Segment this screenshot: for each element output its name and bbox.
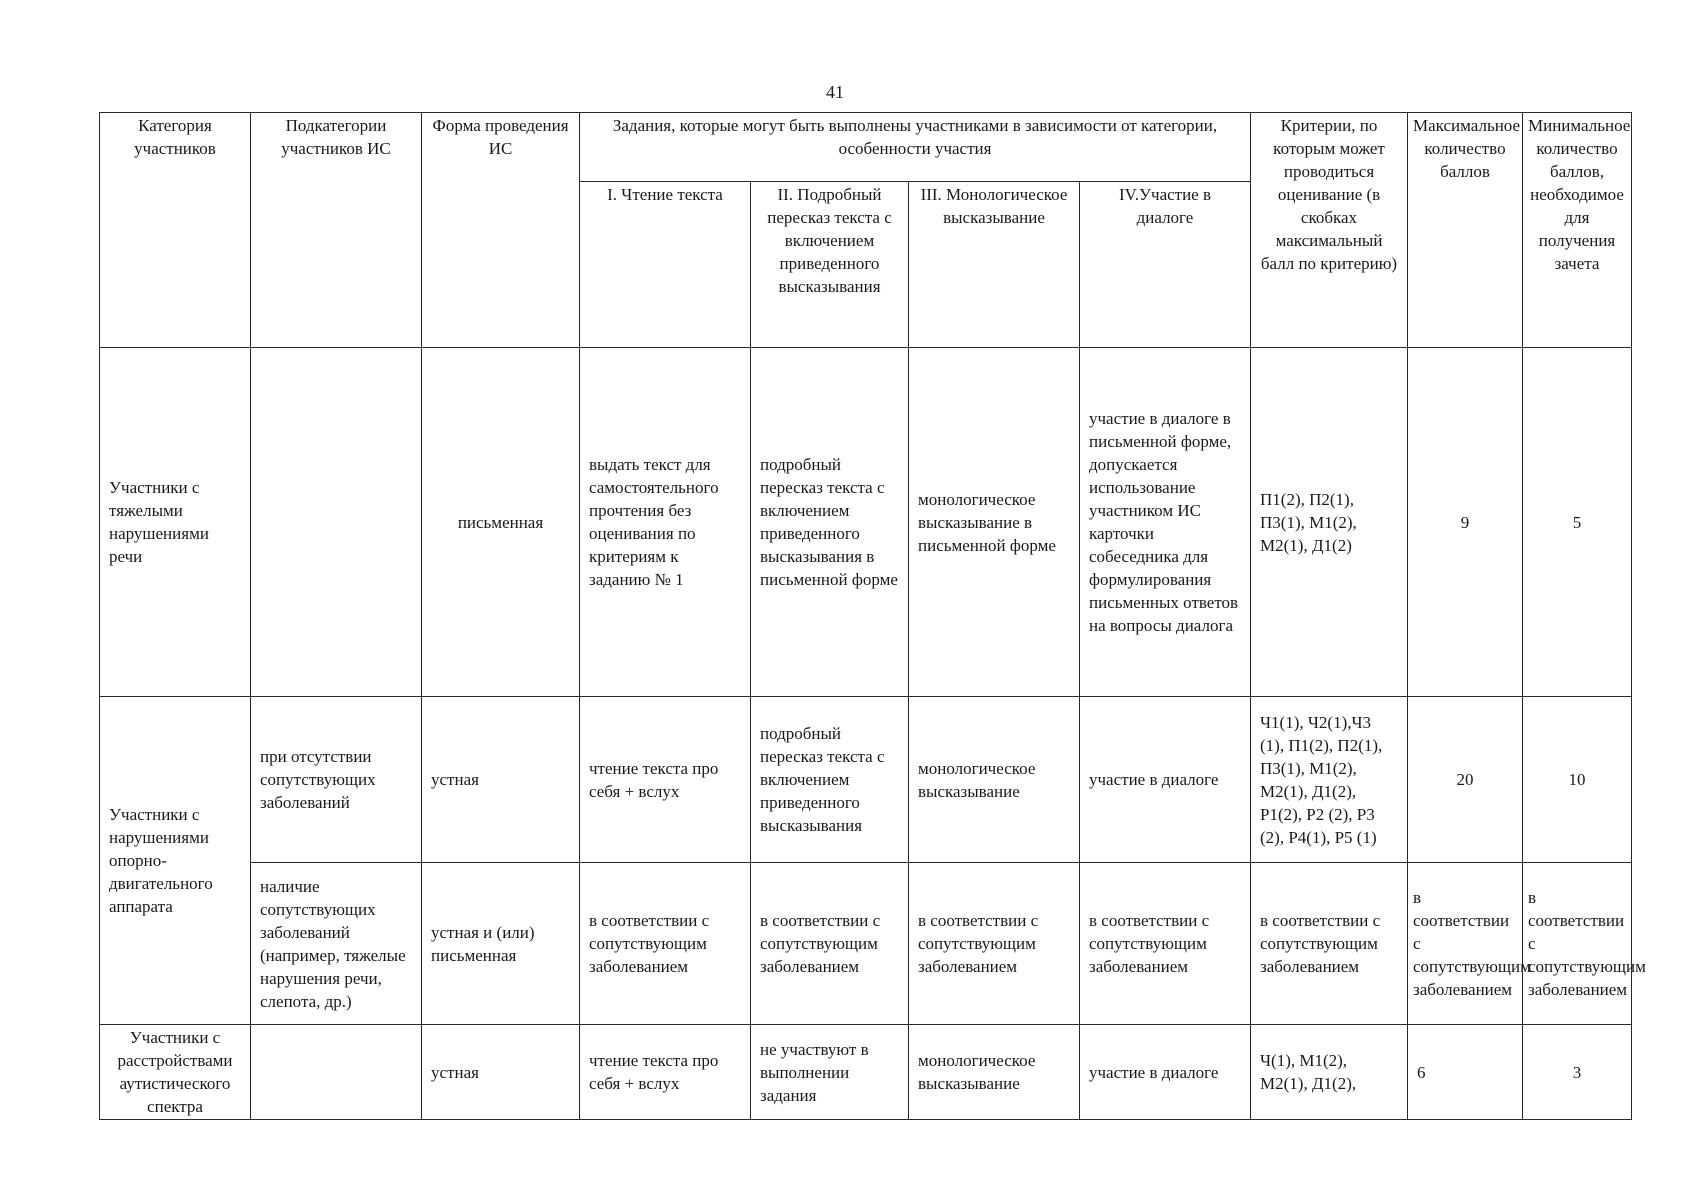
row-task2: подробный пересказ текста с включением приведенного высказывания bbox=[751, 697, 909, 863]
row-subcategory: наличие сопутствующих заболеваний (например, тяжелые нарушения речи, слепота, др.) bbox=[251, 863, 422, 1025]
row-form: письменная bbox=[422, 348, 580, 697]
row-max: 20 bbox=[1408, 697, 1523, 863]
header-task4: IV.Участие в диалоге bbox=[1080, 182, 1251, 348]
row-criteria: в соответствии с сопутствующим заболеванием bbox=[1251, 863, 1408, 1025]
table-row bbox=[100, 348, 1632, 697]
row-form: устная bbox=[422, 1025, 580, 1120]
table-row bbox=[100, 697, 1632, 863]
row-min: в соответствии с сопутствующим заболеванием bbox=[1523, 863, 1632, 1025]
row-criteria: П1(2), П2(1), П3(1), М1(2), М2(1), Д1(2) bbox=[1251, 348, 1408, 697]
row-task4: участие в диалоге bbox=[1080, 1025, 1251, 1120]
header-tasks-group: Задания, которые могут быть выполнены участниками в зависимости от категории, особенности участия bbox=[580, 113, 1251, 182]
row-max: 9 bbox=[1408, 348, 1523, 697]
row-task2: подробный пересказ текста с включением приведенного высказывания в письменной форме bbox=[751, 348, 909, 697]
header-task3: III. Монологическое высказывание bbox=[909, 182, 1080, 348]
row-task3: монологическое высказывание bbox=[909, 697, 1080, 863]
row-subcategory: при отсутствии сопутствующих заболеваний bbox=[251, 697, 422, 863]
row-category: Участники с расстройствами аутистического спектра bbox=[100, 1025, 251, 1120]
row-task4: участие в диалоге в письменной форме, допускается использование участником ИС карточки собеседника для формулирования письменных ответов на вопросы диалога bbox=[1080, 348, 1251, 697]
header-row-1 bbox=[100, 113, 1632, 182]
row-min: 5 bbox=[1523, 348, 1632, 697]
row-max: в соответствии с сопутствующим заболеванием bbox=[1408, 863, 1523, 1025]
header-subcategory: Подкатегории участников ИС bbox=[251, 113, 422, 348]
row-task3: монологическое высказывание в письменной форме bbox=[909, 348, 1080, 697]
row-task1: чтение текста про себя + вслух bbox=[580, 1025, 751, 1120]
row-category: Участники с тяжелыми нарушениями речи bbox=[100, 348, 251, 697]
row-min: 10 bbox=[1523, 697, 1632, 863]
assessment-table bbox=[99, 112, 1646, 1120]
row-min: 3 bbox=[1523, 1025, 1632, 1120]
row-task4: в соответствии с сопутствующим заболеванием bbox=[1080, 863, 1251, 1025]
row-form: устная и (или) письменная bbox=[422, 863, 580, 1025]
row-criteria: Ч1(1), Ч2(1),Ч3 (1), П1(2), П2(1), П3(1), М1(2), М2(1), Д1(2), Р1(2), Р2 (2), Р3 (2), Р4(1), Р5 (1) bbox=[1251, 697, 1408, 863]
row-form: устная bbox=[422, 697, 580, 863]
header-max-score: Максимальное количество баллов bbox=[1408, 113, 1523, 348]
row-task3: в соответствии с сопутствующим заболеванием bbox=[909, 863, 1080, 1025]
row-task1: в соответствии с сопутствующим заболеванием bbox=[580, 863, 751, 1025]
row-subcategory bbox=[251, 348, 422, 697]
table-row bbox=[100, 1025, 1632, 1120]
header-form: Форма проведения ИС bbox=[422, 113, 580, 348]
header-task2: II. Подробный пересказ текста с включением приведенного высказывания bbox=[751, 182, 909, 348]
header-task1: I. Чтение текста bbox=[580, 182, 751, 348]
row-task2: не участвуют в выполнении задания bbox=[751, 1025, 909, 1120]
row-task2: в соответствии с сопутствующим заболеванием bbox=[751, 863, 909, 1025]
row-task1: выдать текст для самостоятельного прочтения без оценивания по критериям к заданию № 1 bbox=[580, 348, 751, 697]
row-max: 6 bbox=[1408, 1025, 1523, 1120]
row-task1: чтение текста про себя + вслух bbox=[580, 697, 751, 863]
row-task3: монологическое высказывание bbox=[909, 1025, 1080, 1120]
row-task4: участие в диалоге bbox=[1080, 697, 1251, 863]
header-criteria: Критерии, по которым может проводиться оценивание (в скобках максимальный балл по критерию) bbox=[1251, 113, 1408, 348]
header-min-score: Минимальное количество баллов, необходимое для получения зачета bbox=[1523, 113, 1632, 348]
row-criteria: Ч(1), М1(2), М2(1), Д1(2), bbox=[1251, 1025, 1408, 1120]
row-category: Участники с нарушениями опорно-двигательного аппарата bbox=[100, 697, 251, 1025]
page-number: 41 bbox=[826, 82, 844, 102]
table-row bbox=[100, 863, 1632, 1025]
header-category: Категория участников bbox=[100, 113, 251, 348]
row-subcategory bbox=[251, 1025, 422, 1120]
